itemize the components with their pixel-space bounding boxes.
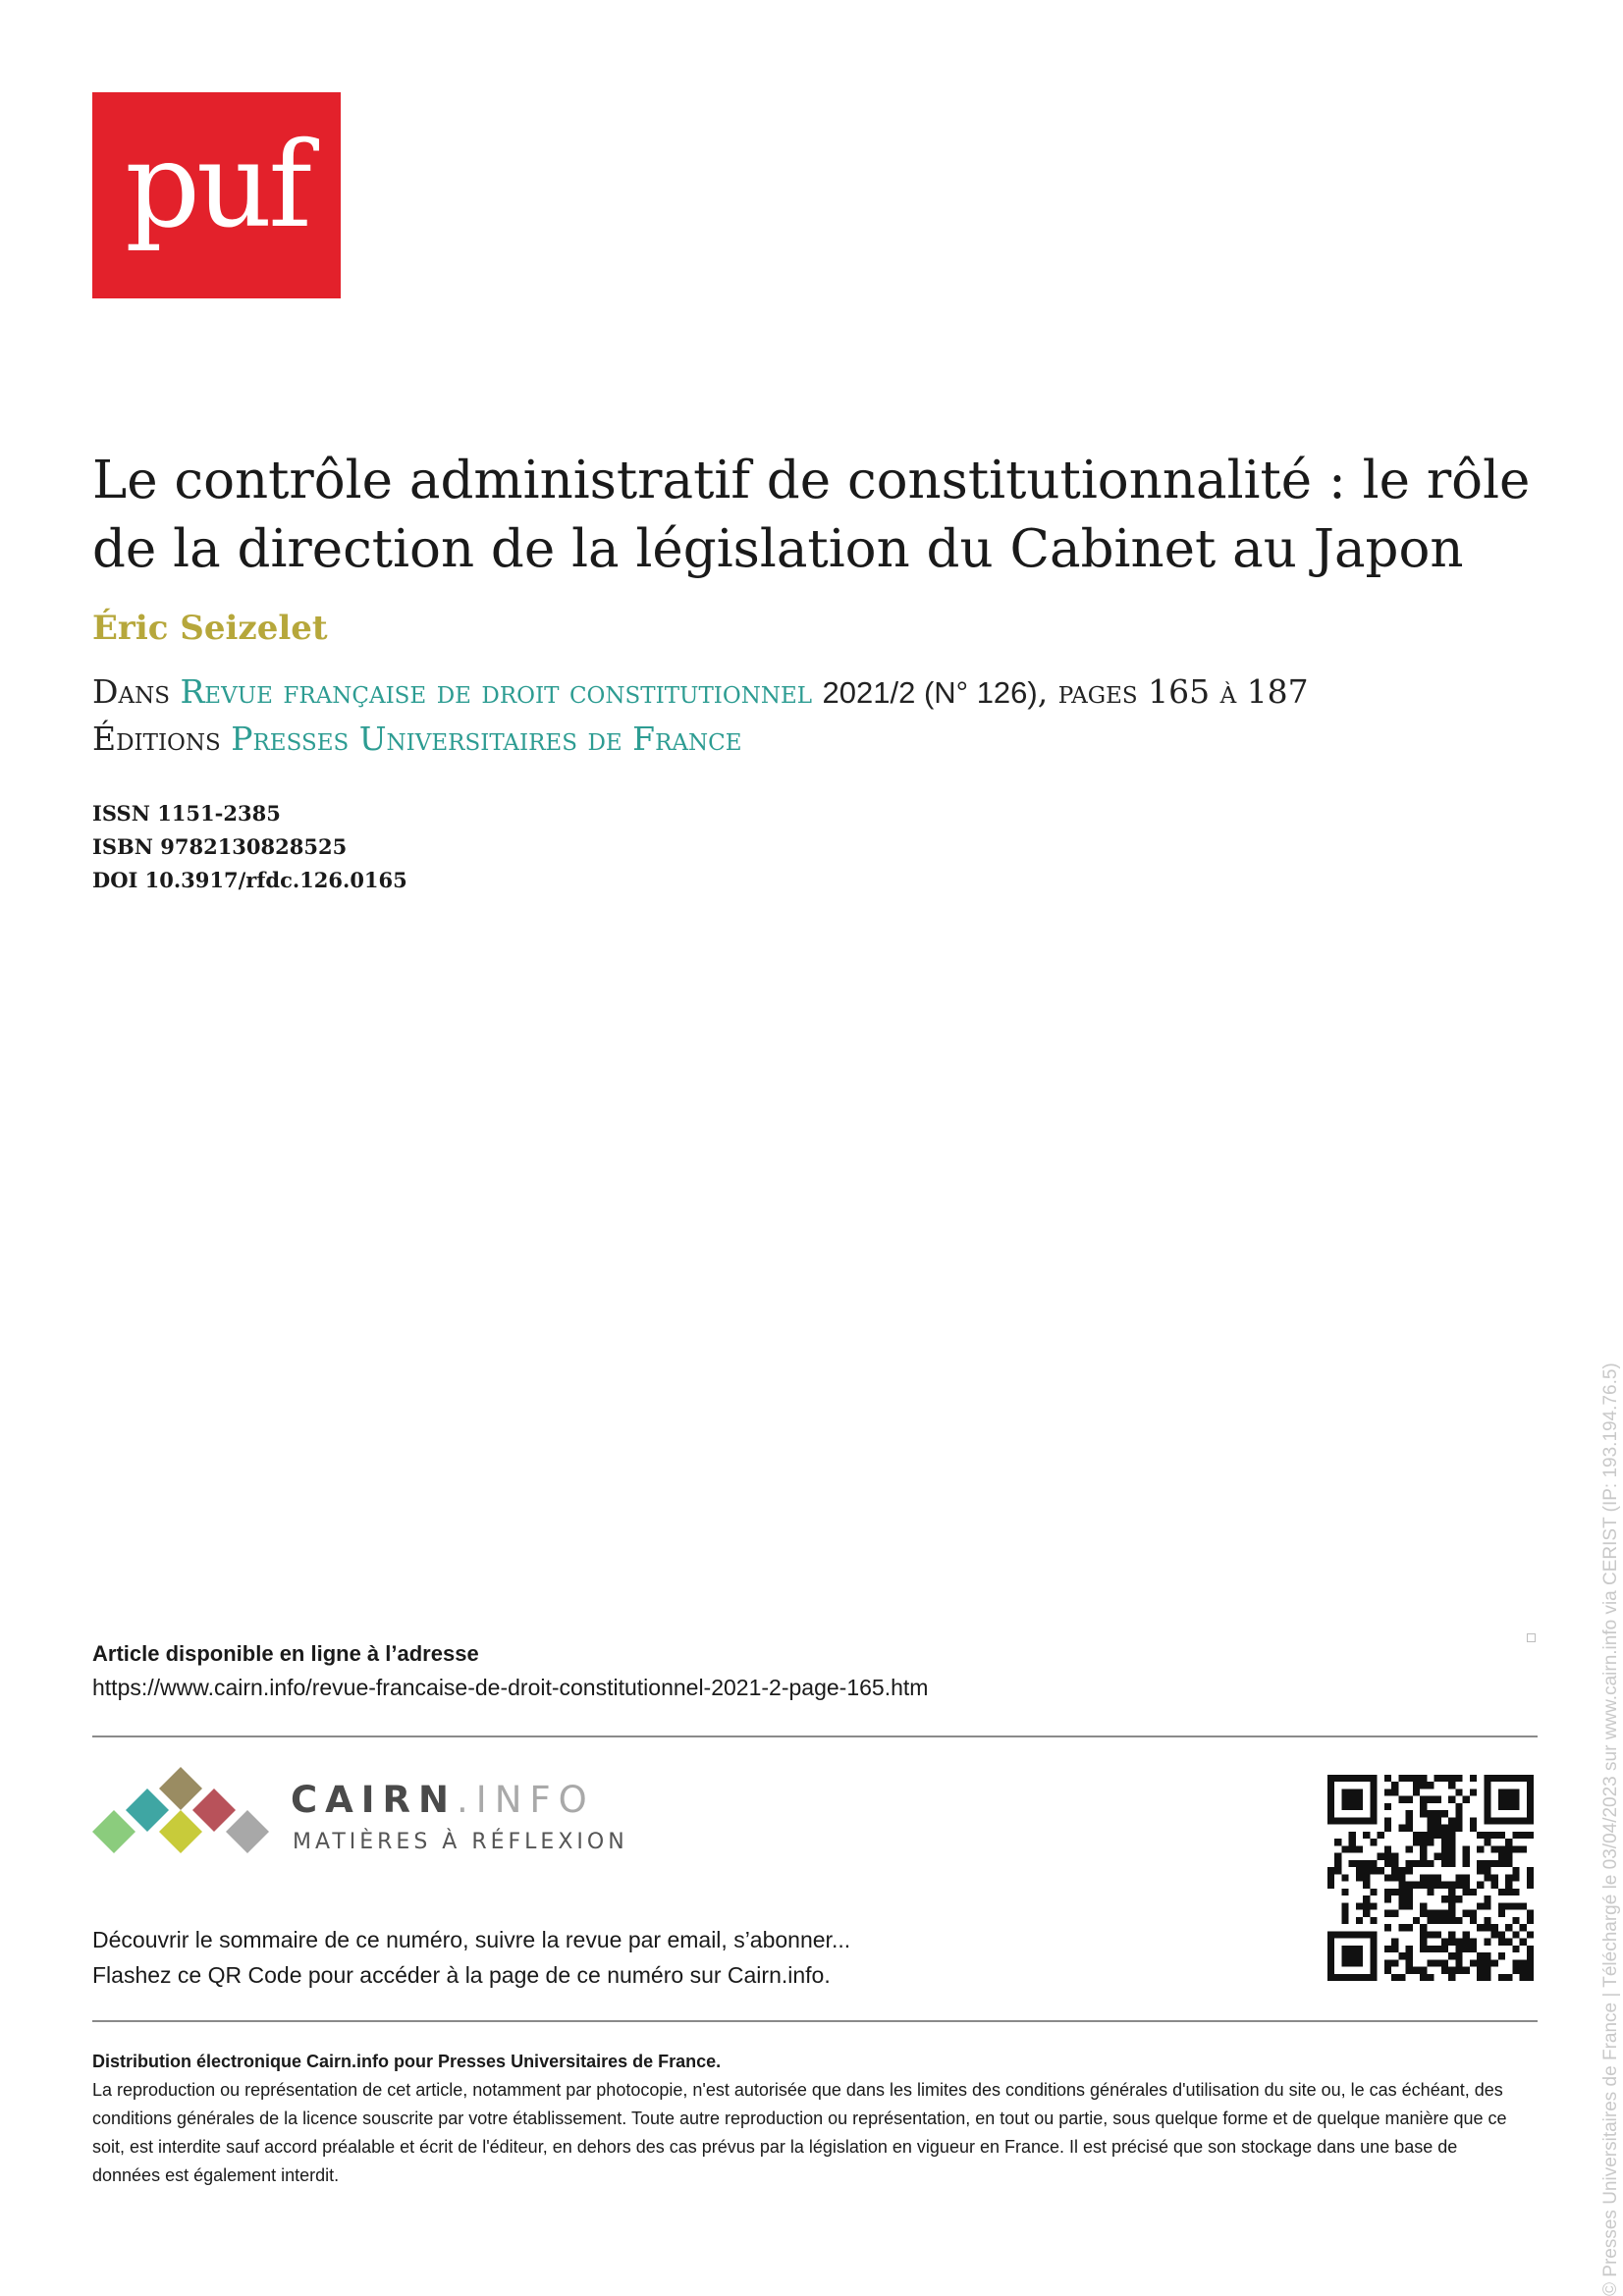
cairn-tagline: MATIÈRES À RÉFLEXION: [293, 1830, 628, 1854]
discover-text: [92, 1922, 850, 1993]
page-range: , pages 165 à 187: [1037, 672, 1309, 711]
issn: ISSN 1151-2385: [92, 801, 281, 826]
article-title: Le contrôle administratif de constitutionnalité : le rôle de la direction de la législation du Cabinet au Japon: [92, 451, 1531, 579]
doi: DOI 10.3917/rfdc.126.0165: [92, 868, 407, 892]
small-square-icon: [1527, 1633, 1536, 1642]
distribution-body: La reproduction ou représentation de cet article, notamment par photocopie, n'est autorisée que dans les limites des conditions générales d'utilisation du site ou, le cas échéant, des conditions générales de la licence souscrite par votre établissement. Toute autre reproduction ou représentation, en tout ou partie, sous quelque forme et de quelque manière que ce soit, est interdite sauf accord préalable et écrit de l'éditeur, en dehors des cas prévus par la législation en vigueur en France. Il est précisé que son stockage dans une base de données est également interdit.: [92, 2080, 1507, 2185]
qr-code-icon[interactable]: [1327, 1775, 1534, 1981]
publisher-link[interactable]: Presses Universitaires de France: [231, 720, 742, 758]
identifiers: [92, 797, 407, 897]
cairn-wordmark: CAIRN.INFO: [291, 1779, 595, 1821]
isbn: ISBN 9782130828525: [92, 834, 348, 859]
puf-logo: puf: [92, 92, 341, 298]
download-watermark: © Presses Universitaires de France | Téléchargé le 03/04/2023 sur www.cairn.info via CERIST (IP: 193.194.76.5): [1600, 1362, 1621, 2296]
journal-link[interactable]: Revue française de droit constitutionnel: [180, 672, 813, 711]
issue-number: 2021/2 (N° 126): [822, 675, 1038, 710]
divider: [92, 1735, 1538, 1737]
publication-line: [92, 672, 1309, 711]
distribution-notice: [92, 2048, 1516, 2190]
article-author[interactable]: Éric Seizelet: [92, 609, 328, 648]
divider: [92, 2020, 1538, 2022]
editions-line: [92, 720, 742, 758]
discover-line: Découvrir le sommaire de ce numéro, suivre la revue par email, s’abonner...: [92, 1927, 851, 1952]
qr-instruction-line: Flashez ce QR Code pour accéder à la page de ce numéro sur Cairn.info.: [92, 1962, 831, 1988]
availability-label: Article disponible en ligne à l’adresse: [92, 1641, 479, 1666]
editions-label: Éditions: [92, 720, 221, 758]
article-url-link[interactable]: https://www.cairn.info/revue-francaise-de-droit-constitutionnel-2021-2-page-165.htm: [92, 1675, 929, 1700]
distribution-heading: Distribution électronique Cairn.info pour Presses Universitaires de France.: [92, 2052, 722, 2071]
dans-label: Dans: [92, 672, 170, 711]
cairn-logo-icon: [92, 1765, 269, 1883]
